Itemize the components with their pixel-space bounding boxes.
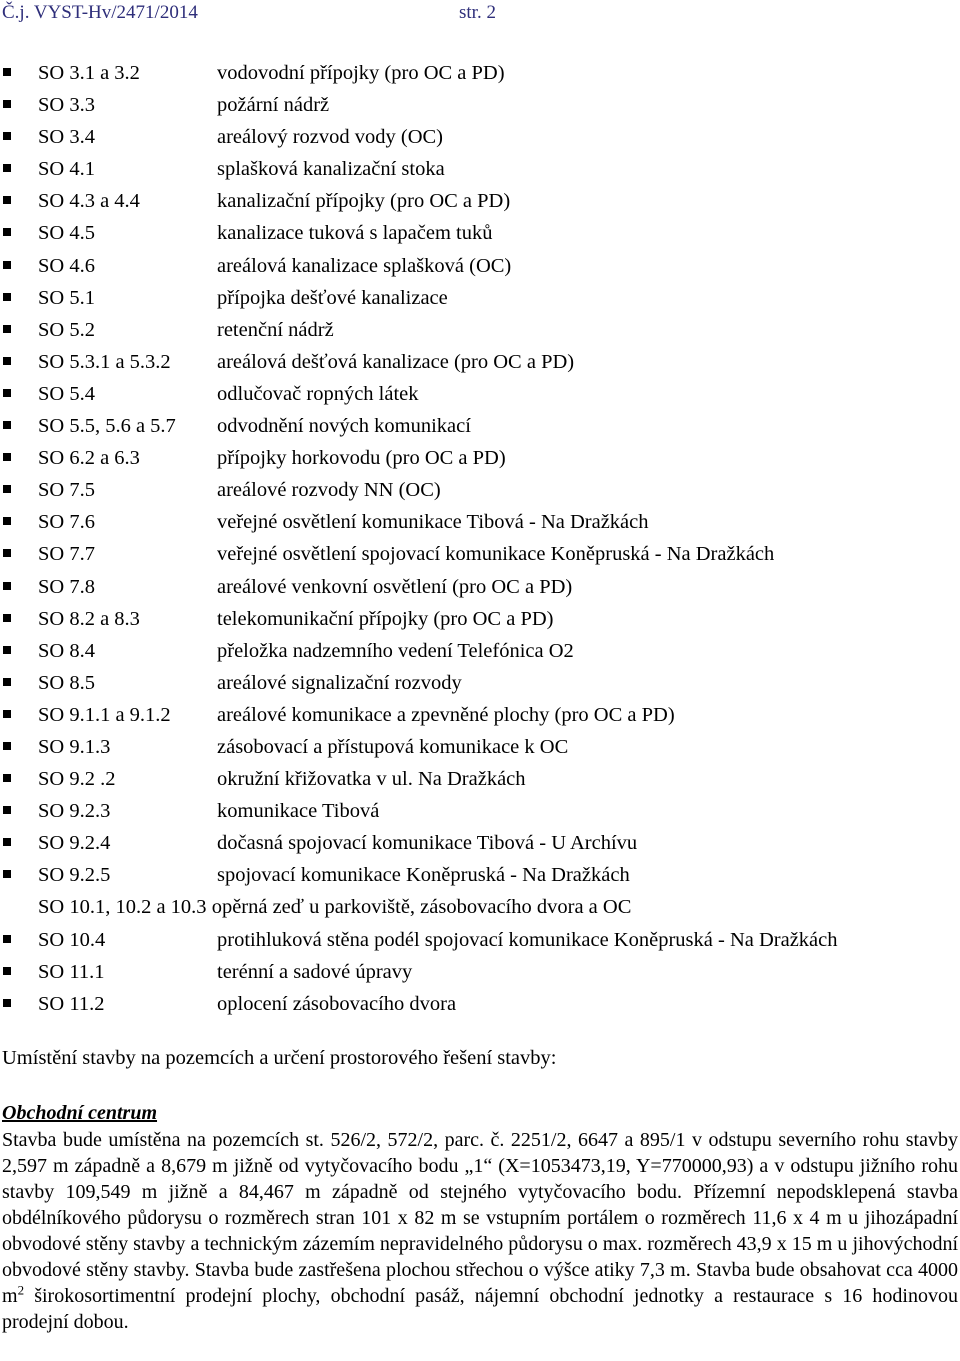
object-description: protihluková stěna podél spojovací komunikace Koněpruská - Na Dražkách — [217, 928, 838, 951]
object-code: SO 7.8 — [38, 575, 95, 598]
square-bullet-icon — [3, 582, 11, 590]
object-code: SO 11.2 — [38, 992, 105, 1015]
object-code: SO 5.2 — [38, 318, 95, 341]
list-item — [0, 410, 960, 442]
object-description: zásobovací a přístupová komunikace k OC — [217, 735, 569, 758]
list-item — [0, 217, 960, 249]
object-description: okružní křižovatka v ul. Na Dražkách — [217, 768, 526, 791]
object-code: SO 10.1, 10.2 a 10.3 — [38, 896, 207, 919]
list-item — [0, 506, 960, 538]
list-item — [0, 859, 960, 891]
object-description: terénní a sadové úpravy — [217, 960, 413, 983]
object-code: SO 5.1 — [38, 286, 95, 309]
object-description: přípojka dešťové kanalizace — [217, 286, 448, 309]
object-description: opěrná zeď u parkoviště, zásobovacího dvora a OC — [211, 896, 632, 919]
square-bullet-icon — [3, 517, 11, 525]
object-description: odlučovač ropných látek — [217, 382, 419, 405]
square-bullet-icon — [3, 228, 11, 236]
object-code: SO 9.1.1 a 9.1.2 — [38, 703, 171, 726]
square-bullet-icon — [3, 196, 11, 204]
object-code: SO 5.5, 5.6 a 5.7 — [38, 415, 176, 438]
square-bullet-icon — [3, 68, 11, 76]
square-bullet-icon — [3, 710, 11, 718]
square-bullet-icon — [3, 742, 11, 750]
square-bullet-icon — [3, 293, 11, 301]
object-code: SO 9.2 .2 — [38, 768, 116, 791]
list-item — [0, 378, 960, 410]
subheading: Obchodní centrum — [2, 1102, 158, 1124]
paragraph-text-continued: širokosortimentní prodejní plochy, obchodní pasáž, nájemní obchodní jednotky a restaurace s 16 hodinovou prodejní dobou. — [2, 1285, 958, 1333]
list-item — [0, 57, 960, 89]
object-code: SO 8.2 a 8.3 — [38, 607, 140, 630]
square-bullet-icon — [3, 389, 11, 397]
square-bullet-icon — [3, 164, 11, 172]
list-item — [0, 924, 960, 956]
list-item — [0, 571, 960, 603]
section-title: Umístění stavby na pozemcích a určení prostorového řešení stavby: — [2, 1047, 557, 1069]
object-description: areálové komunikace a zpevněné plochy (pro OC a PD) — [217, 703, 675, 726]
list-item — [0, 603, 960, 635]
object-description: veřejné osvětlení komunikace Tibová - Na Dražkách — [217, 511, 649, 534]
object-code: SO 9.2.3 — [38, 800, 111, 823]
object-code: SO 5.3.1 a 5.3.2 — [38, 350, 171, 373]
object-description: vodovodní přípojky (pro OC a PD) — [217, 62, 505, 84]
square-bullet-icon — [3, 646, 11, 654]
list-item — [0, 121, 960, 153]
object-description: areálové venkovní osvětlení (pro OC a PD) — [217, 575, 573, 598]
object-code: SO 5.4 — [38, 382, 95, 405]
list-item — [0, 185, 960, 217]
object-description: přípojky horkovodu (pro OC a PD) — [217, 447, 506, 470]
list-item — [0, 956, 960, 988]
object-description: areálová dešťová kanalizace (pro OC a PD) — [217, 350, 575, 373]
object-code: SO 7.6 — [38, 511, 95, 534]
list-item — [0, 250, 960, 282]
object-code: SO 10.4 — [38, 928, 106, 951]
object-description: retenční nádrž — [217, 318, 334, 341]
object-code: SO 7.7 — [38, 543, 95, 566]
list-item — [0, 314, 960, 346]
object-description: přeložka nadzemního vedení Telefónica O2 — [217, 639, 574, 662]
square-bullet-icon — [3, 614, 11, 622]
square-bullet-icon — [3, 967, 11, 975]
object-code: SO 4.3 a 4.4 — [38, 190, 140, 213]
object-code: SO 8.5 — [38, 671, 95, 694]
object-description: požární nádrž — [217, 94, 330, 117]
object-code: SO 3.3 — [38, 94, 95, 117]
object-description: areálové signalizační rozvody — [217, 671, 462, 694]
list-item — [0, 153, 960, 185]
list-item — [0, 699, 960, 731]
object-description: odvodnění nových komunikací — [217, 415, 471, 438]
square-bullet-icon — [3, 453, 11, 461]
object-description: areálové rozvody NN (OC) — [217, 479, 441, 502]
square-bullet-icon — [3, 421, 11, 429]
building-objects-list — [0, 57, 960, 1020]
object-description: telekomunikační přípojky (pro OC a PD) — [217, 607, 554, 630]
list-item — [0, 891, 960, 923]
list-item — [0, 988, 960, 1020]
list-item — [0, 667, 960, 699]
object-code: SO 9.2.5 — [38, 864, 111, 887]
square-bullet-icon — [3, 357, 11, 365]
square-bullet-icon — [3, 999, 11, 1007]
square-bullet-icon — [3, 325, 11, 333]
object-description: areálový rozvod vody (OC) — [217, 126, 444, 149]
square-bullet-icon — [3, 806, 11, 814]
object-code: SO 9.2.4 — [38, 832, 111, 855]
object-code: SO 7.5 — [38, 479, 95, 502]
case-number: Č.j. VYST-Hv/2471/2014 — [2, 2, 198, 23]
square-bullet-icon — [3, 774, 11, 782]
list-item — [0, 346, 960, 378]
object-code: SO 11.1 — [38, 960, 105, 983]
object-code: SO 8.4 — [38, 639, 95, 662]
list-item — [0, 635, 960, 667]
object-description: komunikace Tibová — [217, 800, 380, 823]
list-item — [0, 89, 960, 121]
object-code: SO 4.1 — [38, 158, 95, 181]
object-description: areálová kanalizace splašková (OC) — [217, 254, 512, 277]
paragraph-text: Stavba bude umístěna na pozemcích st. 526/2, 572/2, parc. č. 2251/2, 6647 a 895/1 v odstupu severního rohu stavby 2,597 m západně a 8,679 m jižně od vytyčovacího bodu „1“ (X=1053473,19, Y=770000,93) a v odstupu jižního rohu stavby 109,549 m jižně a 84,467 m západně od stejného vytyčovacího bodu. Přízemní nepodsklepená stavba obdélníkového půdorysu o rozměrech stran 101 x 82 m se vstupním portálem o rozměrech 11,6 x 4 m u jihozápadní obvodové stěny stavby a technickým zázemím nepravidelného půdorysu o max. rozměrech 43,9 x 15 m u jihovýchodní obvodové stěny stavby. Stavba bude zastřešena plochou střechou o výšce atiky 7,3 m. Stavba bude obsahovat cca 4000 m — [2, 1129, 958, 1307]
object-code: SO 9.1.3 — [38, 735, 111, 758]
list-item — [0, 731, 960, 763]
square-bullet-icon — [3, 838, 11, 846]
object-description: dočasná spojovací komunikace Tibová - U Archívu — [217, 832, 638, 855]
object-code: SO 4.5 — [38, 222, 95, 245]
list-item — [0, 442, 960, 474]
object-description: kanalizace tuková s lapačem tuků — [217, 222, 493, 245]
object-code: SO 4.6 — [38, 254, 95, 277]
square-bullet-icon — [3, 870, 11, 878]
square-bullet-icon — [3, 549, 11, 557]
list-item — [0, 763, 960, 795]
object-code: SO 6.2 a 6.3 — [38, 447, 140, 470]
object-description: spojovací komunikace Koněpruská - Na Dražkách — [217, 864, 630, 887]
page-number: str. 2 — [459, 2, 496, 23]
list-item — [0, 474, 960, 506]
object-description: oplocení zásobovacího dvora — [217, 992, 457, 1015]
square-bullet-icon — [3, 485, 11, 493]
list-item — [0, 827, 960, 859]
object-description: veřejné osvětlení spojovací komunikace Koněpruská - Na Dražkách — [217, 543, 775, 566]
object-description: splašková kanalizační stoka — [217, 158, 445, 181]
object-code: SO 3.1 a 3.2 — [38, 62, 140, 84]
object-description: kanalizační přípojky (pro OC a PD) — [217, 190, 511, 213]
square-bullet-icon — [3, 935, 11, 943]
square-bullet-icon — [3, 678, 11, 686]
object-code: SO 3.4 — [38, 126, 95, 149]
area-unit-superscript: 2 — [17, 1282, 25, 1298]
square-bullet-icon — [3, 100, 11, 108]
list-item — [0, 282, 960, 314]
description-paragraph — [2, 1127, 958, 1335]
list-item — [0, 795, 960, 827]
list-item — [0, 538, 960, 570]
square-bullet-icon — [3, 132, 11, 140]
square-bullet-icon — [3, 261, 11, 269]
